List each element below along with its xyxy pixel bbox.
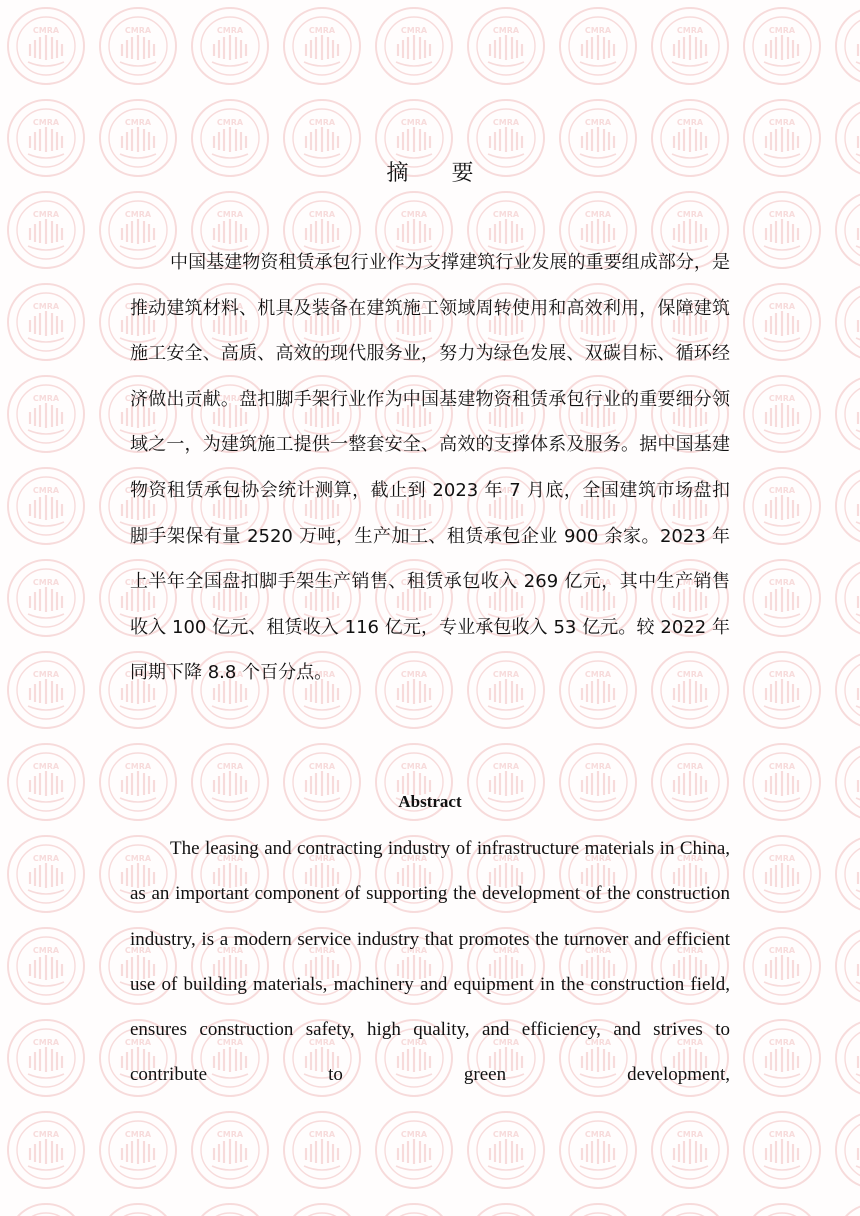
chinese-abstract-title: 摘 要 — [386, 161, 492, 186]
chinese-abstract-paragraph: 中国基建物资租赁承包行业作为支撑建筑行业发展的重要组成部分，是推动建筑材料、机具及装备在建筑施工领域周转使用和高效利用，保障建筑施工安全、高质、高效的现代服务业，努力为绿色发展、双碳目标、循环经济做出贡献。盘扣脚手架行业作为中国基建物资租赁承包行业的重要细分领域之一，为建筑施工提供一整套安全、高效的支撑体系及服务。据中国基建物资租赁承包协会统计测算，截止到 2023 年 7 月底，全国建筑市场盘扣脚手架保有量 2520 万吨，生产加工、租赁承包企业 900 余家。2023 年上半年全国盘扣脚手架生产销售、租赁承包收入 269 亿元，其中生产销售收入 100 亿元、租赁收入 116 亿元，专业承包收入 53 亿元。较 2022 年同期下降 8.8 个百分点。 — [130, 252, 730, 684]
english-abstract-title: Abstract — [398, 792, 462, 811]
english-abstract-paragraph: The leasing and contracting industry of infrastructure materials in China, as an important component of supporting the development of the construction industry, is a modern service industry that promotes the turnover and efficient use of building materials, machinery and equipment in the construction field, ensures construction safety, high quality, and efficiency, and strives to contribute to green development, — [130, 838, 730, 1086]
